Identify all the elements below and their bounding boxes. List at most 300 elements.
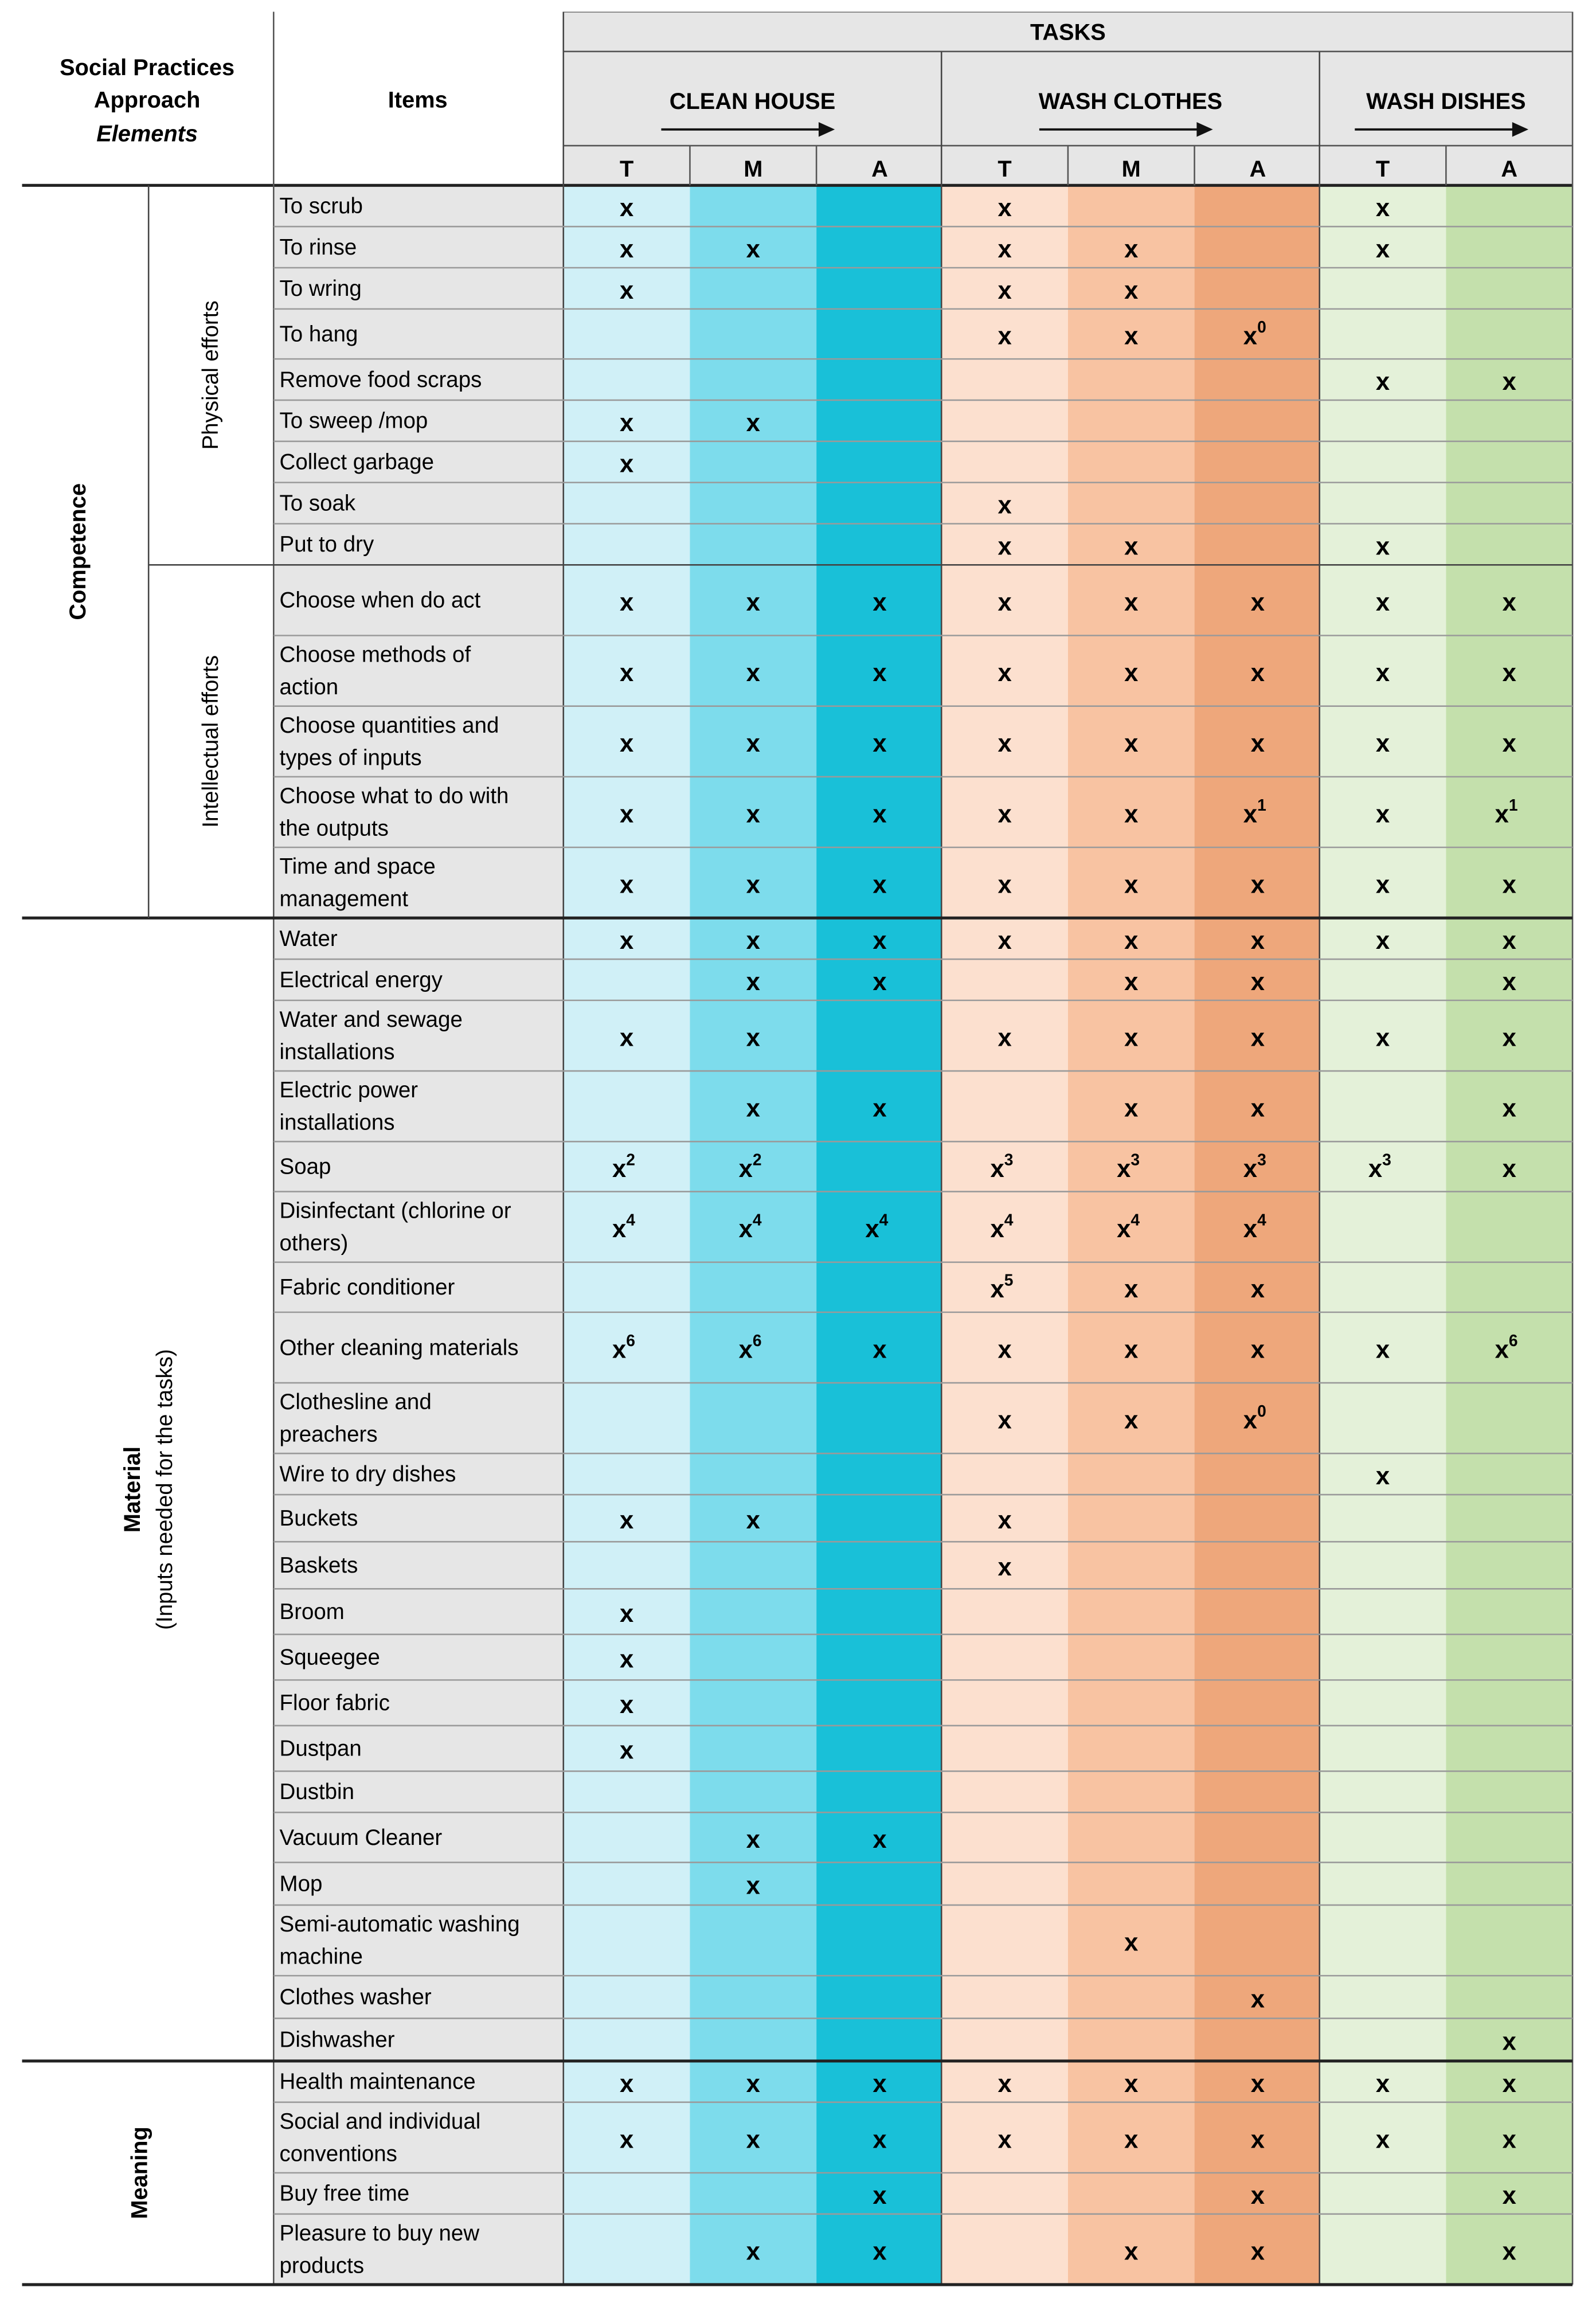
- check-mark: [620, 589, 633, 616]
- check-mark: [620, 1507, 633, 1534]
- check-mark: [1124, 800, 1138, 828]
- check-mark: [620, 1600, 633, 1628]
- mark-letter: x: [1502, 927, 1516, 955]
- mark-letter: x: [738, 1336, 753, 1364]
- check-mark: [998, 322, 1011, 350]
- check-mark: [1124, 1095, 1138, 1123]
- mark-letter: x: [1368, 1155, 1383, 1183]
- mark-letter: x: [1124, 871, 1139, 899]
- check-mark: [873, 1095, 886, 1123]
- mark-letter: x: [998, 491, 1012, 519]
- row-label: management: [279, 886, 409, 912]
- check-mark: [998, 927, 1011, 955]
- task-column-bg: [1446, 185, 1572, 2285]
- check-mark: [620, 871, 633, 899]
- mark-letter: x: [1502, 1024, 1516, 1052]
- mark-letter: x: [1250, 1336, 1265, 1364]
- mark-letter: x: [1502, 1094, 1516, 1123]
- row-label: Dustbin: [279, 1780, 354, 1805]
- mark-letter: x: [612, 1336, 627, 1364]
- mark-letter: x: [619, 871, 634, 899]
- practices-table: [22, 12, 1574, 2292]
- mark-letter: x: [738, 1155, 753, 1183]
- check-mark: [746, 2238, 760, 2265]
- mark-letter: x: [1124, 1094, 1139, 1123]
- footnote-superscript: 3: [1257, 1150, 1266, 1169]
- mark-letter: x: [1124, 588, 1139, 616]
- check-mark: [1124, 2126, 1138, 2153]
- row-label: Dishwasher: [279, 2027, 395, 2052]
- mark-letter: x: [998, 1554, 1012, 1582]
- mark-letter: x: [746, 1507, 760, 1535]
- check-mark: [1124, 927, 1138, 955]
- check-mark: [746, 1024, 760, 1051]
- check-mark: [1503, 730, 1516, 757]
- mark-letter: x: [998, 322, 1012, 350]
- footnote-superscript: 3: [1382, 1150, 1391, 1169]
- mark-letter: x: [619, 588, 634, 616]
- mark-letter: x: [1375, 659, 1390, 687]
- mark-letter: x: [1375, 800, 1390, 828]
- group-heading: WASH CLOTHES: [1038, 88, 1223, 114]
- footnote-superscript: 2: [626, 1150, 635, 1169]
- footnote-superscript: 4: [1004, 1210, 1014, 1229]
- mark-letter: x: [990, 1276, 1004, 1304]
- footnote-superscript: 5: [1004, 1270, 1014, 1289]
- mark-letter: x: [998, 276, 1012, 304]
- mark-letter: x: [1117, 1215, 1131, 1244]
- mark-letter: x: [1375, 871, 1390, 899]
- mark-letter: x: [612, 1215, 627, 1244]
- row-label: Vacuum Cleaner: [279, 1825, 443, 1850]
- check-mark: [746, 2126, 760, 2153]
- mark-letter: x: [1502, 588, 1516, 616]
- mark-letter: x: [1502, 2238, 1516, 2266]
- check-mark: [746, 730, 760, 757]
- row-label: installations: [279, 1039, 395, 1065]
- mark-letter: x: [619, 800, 634, 828]
- mark-letter: x: [746, 409, 760, 437]
- row-label: products: [279, 2253, 365, 2278]
- mark-letter: x: [746, 927, 760, 955]
- mark-letter: x: [619, 730, 634, 758]
- mark-letter: x: [1250, 659, 1265, 687]
- mark-letter: x: [1375, 194, 1390, 222]
- row-label: Baskets: [279, 1553, 358, 1578]
- check-mark: [1376, 1024, 1390, 1051]
- task-column-bg: [564, 185, 690, 2285]
- row-label: To wring: [279, 276, 362, 301]
- mark-letter: x: [1250, 2238, 1265, 2266]
- column-heading: A: [1501, 156, 1518, 182]
- mark-letter: x: [1502, 2070, 1516, 2098]
- mark-letter: x: [1502, 1155, 1516, 1183]
- mark-letter: x: [746, 2070, 760, 2098]
- check-mark: [1251, 1095, 1265, 1123]
- check-mark: [998, 492, 1011, 519]
- mark-letter: x: [746, 800, 760, 828]
- check-mark: [1124, 533, 1138, 560]
- mark-letter: x: [998, 1406, 1012, 1434]
- mark-letter: x: [746, 730, 760, 758]
- mark-letter: x: [619, 1691, 634, 1719]
- mark-letter: x: [990, 1155, 1004, 1183]
- check-mark: [746, 927, 760, 955]
- mark-letter: x: [865, 1215, 879, 1244]
- check-mark: [998, 589, 1011, 616]
- mark-letter: x: [746, 871, 760, 899]
- mark-letter: x: [1502, 659, 1516, 687]
- footnote-superscript: 3: [1130, 1150, 1140, 1169]
- footnote-superscript: 3: [1004, 1150, 1014, 1169]
- row-label: Choose what to do with: [279, 784, 509, 809]
- check-mark: [1251, 730, 1265, 757]
- mark-letter: x: [1502, 2028, 1516, 2056]
- check-mark: [998, 800, 1011, 828]
- mark-letter: x: [738, 1215, 753, 1244]
- row-label: Clothes washer: [279, 1985, 432, 2010]
- mark-letter: x: [1243, 1406, 1258, 1434]
- mark-letter: x: [1124, 1406, 1139, 1434]
- mark-letter: x: [1375, 2126, 1390, 2154]
- row-label: To scrub: [279, 194, 363, 219]
- check-mark: [873, 968, 886, 996]
- row-label: action: [279, 675, 339, 700]
- mark-letter: x: [998, 533, 1012, 561]
- mark-letter: x: [1124, 1929, 1139, 1957]
- approach-heading-line2: Approach: [93, 87, 201, 113]
- check-mark: [1124, 589, 1138, 616]
- check-mark: [1251, 1024, 1265, 1051]
- mark-letter: x: [1250, 588, 1265, 616]
- mark-letter: x: [1243, 322, 1258, 350]
- row-label: To soak: [279, 491, 356, 516]
- check-mark: [1503, 368, 1516, 396]
- mark-letter: x: [873, 871, 887, 899]
- mark-letter: x: [1124, 968, 1139, 996]
- mark-letter: x: [746, 588, 760, 616]
- items-heading: Items: [388, 87, 448, 113]
- mark-letter: x: [1250, 871, 1265, 899]
- mark-letter: x: [1243, 1215, 1258, 1244]
- mark-letter: x: [873, 2238, 887, 2266]
- check-mark: [1124, 968, 1138, 996]
- check-mark: [620, 194, 633, 222]
- mark-letter: x: [998, 1336, 1012, 1364]
- check-mark: [1376, 871, 1390, 899]
- mark-letter: x: [1375, 927, 1390, 955]
- check-mark: [1376, 800, 1390, 828]
- mark-letter: x: [1124, 1276, 1139, 1304]
- mark-letter: x: [1124, 730, 1139, 758]
- check-mark: [1124, 236, 1138, 263]
- mark-letter: x: [873, 800, 887, 828]
- check-mark: [620, 800, 633, 828]
- mark-letter: x: [1124, 800, 1139, 828]
- check-mark: [1376, 927, 1390, 955]
- footnote-superscript: 0: [1257, 317, 1266, 336]
- mark-letter: x: [619, 276, 634, 304]
- row-label: Water: [279, 926, 338, 951]
- mark-letter: x: [746, 236, 760, 264]
- footnote-superscript: 0: [1257, 1402, 1266, 1421]
- check-mark: [873, 1336, 886, 1363]
- mark-letter: x: [873, 2126, 887, 2154]
- check-mark: [1124, 2238, 1138, 2265]
- mark-letter: x: [1124, 236, 1139, 264]
- mark-letter: x: [746, 1024, 760, 1052]
- mark-letter: x: [1124, 2070, 1139, 2098]
- mark-letter: x: [1124, 533, 1139, 561]
- row-label: Health maintenance: [279, 2069, 476, 2094]
- mark-letter: x: [998, 730, 1012, 758]
- row-label: the outputs: [279, 816, 389, 841]
- mark-letter: x: [1124, 659, 1139, 687]
- mark-letter: x: [619, 1645, 634, 1673]
- mark-letter: x: [619, 236, 634, 264]
- row-label: Squeegee: [279, 1645, 380, 1670]
- row-label: To rinse: [279, 234, 357, 260]
- row-label: preachers: [279, 1422, 378, 1447]
- footnote-superscript: 6: [752, 1331, 762, 1350]
- footnote-superscript: 6: [626, 1331, 635, 1350]
- check-mark: [620, 730, 633, 757]
- check-mark: [620, 2070, 633, 2098]
- section-label: Material: [119, 1446, 145, 1533]
- section-sublabel: (Inputs needed for the tasks): [152, 1349, 178, 1630]
- row-label: Disinfectant (chlorine or: [279, 1198, 511, 1223]
- group-heading: CLEAN HOUSE: [669, 88, 836, 114]
- row-label: Mop: [279, 1871, 323, 1896]
- check-mark: [1503, 927, 1516, 955]
- row-label: Electrical energy: [279, 967, 443, 992]
- column-heading: A: [1249, 156, 1266, 182]
- footnote-superscript: 4: [626, 1210, 635, 1229]
- check-mark: [620, 277, 633, 304]
- mark-letter: x: [746, 2238, 760, 2266]
- mark-letter: x: [1243, 800, 1258, 828]
- check-mark: [1124, 2070, 1138, 2098]
- check-mark: [873, 1826, 886, 1854]
- check-mark: [1251, 1276, 1265, 1303]
- mark-letter: x: [1375, 2070, 1390, 2098]
- mark-letter: x: [1250, 2070, 1265, 2098]
- check-mark: [998, 1336, 1011, 1363]
- section-label: Meaning: [127, 2126, 152, 2219]
- check-mark: [1251, 1336, 1265, 1363]
- check-mark: [1124, 1024, 1138, 1051]
- row-label: others): [279, 1231, 349, 1256]
- check-mark: [873, 2126, 886, 2153]
- mark-letter: x: [1375, 367, 1390, 396]
- mark-letter: x: [998, 236, 1012, 264]
- footnote-superscript: 1: [1508, 795, 1518, 814]
- mark-letter: x: [873, 1336, 887, 1364]
- mark-letter: x: [619, 927, 634, 955]
- check-mark: [1251, 927, 1265, 955]
- mark-letter: x: [1495, 800, 1509, 828]
- mark-letter: x: [873, 730, 887, 758]
- approach-heading-line1: Social Practices: [60, 54, 235, 80]
- check-mark: [1503, 871, 1516, 899]
- row-label: installations: [279, 1110, 395, 1135]
- row-label: Choose methods of: [279, 642, 471, 667]
- mark-letter: x: [612, 1155, 627, 1183]
- mark-letter: x: [619, 450, 634, 478]
- check-mark: [998, 871, 1011, 899]
- mark-letter: x: [619, 1024, 634, 1052]
- check-mark: [1251, 2126, 1265, 2153]
- column-heading: M: [1121, 156, 1141, 182]
- check-mark: [1503, 589, 1516, 616]
- check-mark: [998, 659, 1011, 687]
- mark-letter: x: [1124, 322, 1139, 350]
- mark-letter: x: [619, 1737, 634, 1765]
- mark-letter: x: [1250, 1094, 1265, 1123]
- row-label: Put to dry: [279, 532, 374, 557]
- subsection-label: Intellectual efforts: [198, 655, 223, 828]
- check-mark: [873, 659, 886, 687]
- row-label: Clothesline and: [279, 1390, 432, 1415]
- mark-letter: x: [1250, 1024, 1265, 1052]
- check-mark: [620, 1024, 633, 1051]
- check-mark: [1124, 322, 1138, 350]
- check-mark: [998, 730, 1011, 757]
- approach-heading-line3: Elements: [96, 121, 198, 147]
- row-label: types of inputs: [279, 745, 422, 771]
- mark-letter: x: [746, 968, 760, 996]
- footnote-superscript: 2: [752, 1150, 762, 1169]
- row-label: Choose when do act: [279, 588, 481, 613]
- check-mark: [998, 277, 1011, 304]
- check-mark: [1251, 659, 1265, 687]
- mark-letter: x: [1375, 1024, 1390, 1052]
- mark-letter: x: [1250, 968, 1265, 996]
- row-label: Pleasure to buy new: [279, 2221, 480, 2246]
- row-label: Floor fabric: [279, 1690, 390, 1715]
- check-mark: [873, 2070, 886, 2098]
- mark-letter: x: [1502, 2126, 1516, 2154]
- check-mark: [746, 409, 760, 437]
- mark-letter: x: [873, 659, 887, 687]
- check-mark: [998, 533, 1011, 560]
- check-mark: [1251, 1985, 1265, 2013]
- mark-letter: x: [1124, 1024, 1139, 1052]
- row-label: Fabric conditioner: [279, 1275, 455, 1300]
- mark-letter: x: [998, 2070, 1012, 2098]
- check-mark: [1376, 368, 1390, 396]
- mark-letter: x: [619, 409, 634, 437]
- check-mark: [873, 589, 886, 616]
- mark-letter: x: [746, 2126, 760, 2154]
- check-mark: [998, 1407, 1011, 1434]
- check-mark: [1376, 1336, 1390, 1363]
- mark-letter: x: [1502, 730, 1516, 758]
- check-mark: [873, 730, 886, 757]
- check-mark: [620, 1737, 633, 1765]
- column-heading: A: [871, 156, 888, 182]
- mark-letter: x: [873, 588, 887, 616]
- row-label: To sweep /mop: [279, 408, 428, 433]
- mark-letter: x: [1117, 1155, 1131, 1183]
- row-label: Choose quantities and: [279, 713, 499, 738]
- check-mark: [620, 1691, 633, 1719]
- mark-letter: x: [998, 1024, 1012, 1052]
- check-mark: [1251, 2070, 1265, 2098]
- check-mark: [1503, 968, 1516, 996]
- check-mark: [1503, 2238, 1516, 2265]
- check-mark: [1376, 589, 1390, 616]
- check-mark: [746, 659, 760, 687]
- mark-letter: x: [746, 1872, 760, 1900]
- check-mark: [1124, 730, 1138, 757]
- footnote-superscript: 1: [1257, 795, 1266, 814]
- check-mark: [1124, 277, 1138, 304]
- mark-letter: x: [873, 927, 887, 955]
- check-mark: [1376, 659, 1390, 687]
- tasks-heading: TASKS: [1030, 19, 1106, 45]
- mark-letter: x: [1250, 1276, 1265, 1304]
- check-mark: [1376, 236, 1390, 263]
- row-label: Wire to dry dishes: [279, 1461, 456, 1487]
- mark-letter: x: [1502, 968, 1516, 996]
- check-mark: [998, 1554, 1011, 1581]
- mark-letter: x: [1375, 533, 1390, 561]
- mark-letter: x: [998, 871, 1012, 899]
- mark-letter: x: [873, 968, 887, 996]
- mark-letter: x: [619, 1507, 634, 1535]
- subsection-label: Physical efforts: [198, 300, 223, 450]
- check-mark: [1251, 2182, 1265, 2210]
- mark-letter: x: [1124, 1336, 1139, 1364]
- mark-letter: x: [998, 588, 1012, 616]
- mark-letter: x: [998, 2126, 1012, 2154]
- check-mark: [1503, 2126, 1516, 2153]
- mark-letter: x: [746, 659, 760, 687]
- check-mark: [1376, 730, 1390, 757]
- mark-letter: x: [873, 2181, 887, 2210]
- mark-letter: x: [1502, 2181, 1516, 2210]
- check-mark: [998, 236, 1011, 263]
- check-mark: [1376, 1463, 1390, 1490]
- check-mark: [1503, 1155, 1516, 1183]
- check-mark: [1251, 589, 1265, 616]
- check-mark: [1251, 871, 1265, 899]
- task-column-bg: [816, 185, 943, 2285]
- mark-letter: x: [1243, 1155, 1258, 1183]
- check-mark: [873, 927, 886, 955]
- footnote-superscript: 6: [1508, 1331, 1518, 1350]
- check-mark: [746, 236, 760, 263]
- mark-letter: x: [1375, 730, 1390, 758]
- mark-letter: x: [998, 1507, 1012, 1535]
- mark-letter: x: [998, 800, 1012, 828]
- group-heading: WASH DISHES: [1366, 88, 1526, 114]
- check-mark: [1124, 871, 1138, 899]
- check-mark: [1124, 1407, 1138, 1434]
- row-label: Soap: [279, 1154, 331, 1179]
- mark-letter: x: [619, 1600, 634, 1628]
- mark-letter: x: [873, 1825, 887, 1854]
- footnote-superscript: 4: [879, 1210, 889, 1229]
- check-mark: [1251, 2238, 1265, 2265]
- check-mark: [620, 451, 633, 478]
- row-label: Broom: [279, 1599, 345, 1624]
- check-mark: [746, 1826, 760, 1854]
- check-mark: [746, 2070, 760, 2098]
- mark-letter: x: [873, 2070, 887, 2098]
- row-label: Other cleaning materials: [279, 1335, 519, 1360]
